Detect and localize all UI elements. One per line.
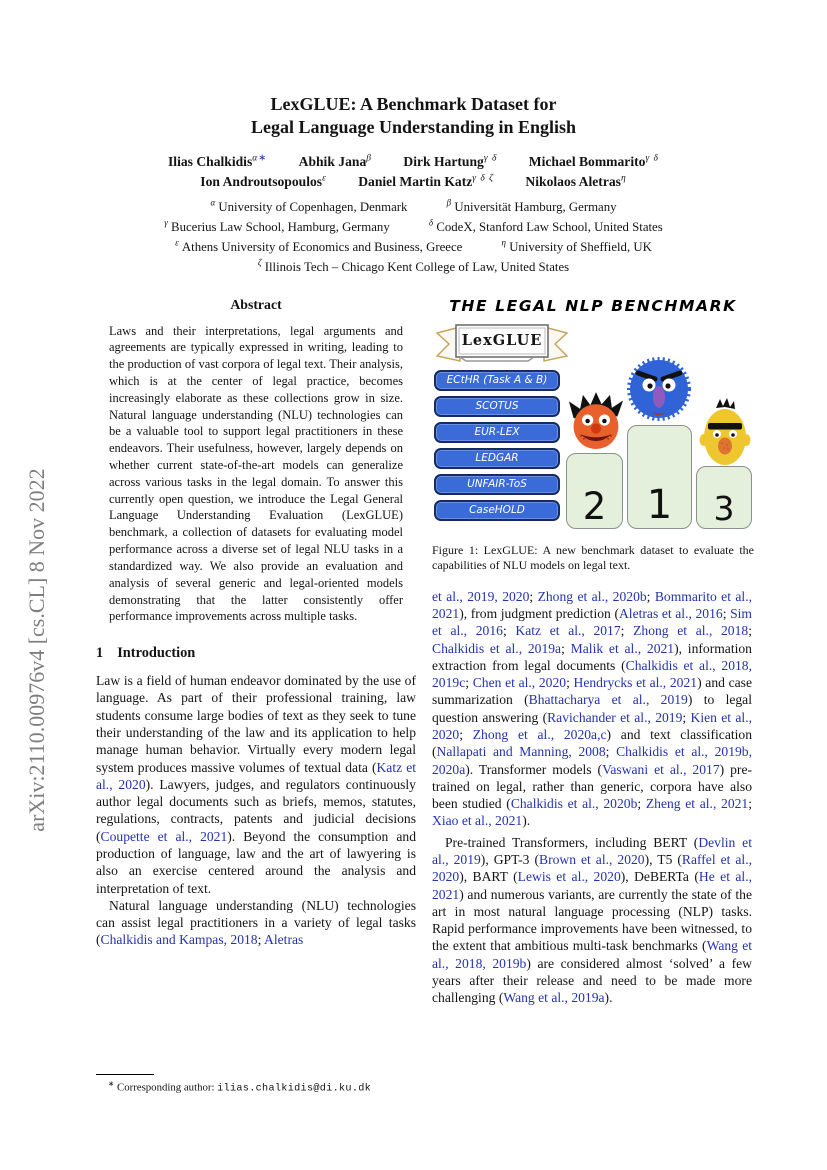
task-button-eurlex: EUR-LEX: [434, 422, 560, 444]
body-paragraph-continuation: et al., 2019, 2020; Zhong et al., 2020b; Bommarito et al., 2021), from judgment prediction (Aletras et al., 2016; Sim et al., 2016; Katz et al., 2017; Zhong et al., 2018; Chalkidis et al., 2019a; Malik et al., 2021), information extraction from legal documents (Chalkidis et al., 2018, 2019c; Chen et al., 2020; Hendrycks et al., 2021) and case summarization (Bhattacharya et al., 2019) to legal question answering (Ravichander et al., 2019; Kien et al., 2020; Zhong et al., 2020a,c) and text classification (Nallapati and Manning, 2008; Chalkidis et al., 2019b, 2020a). Transformer models (Vaswani et al., 2017) pre-trained on legal, rather than generic, corpora have also been studied (Chalkidis et al., 2020b; Zheng et al., 2021; Xiao et al., 2021).: [432, 588, 752, 829]
citation-link[interactable]: Brown et al., 2020: [539, 851, 645, 867]
podium-first-place: 1: [627, 425, 692, 529]
citation-link[interactable]: Zhong et al., 2018: [633, 623, 749, 639]
task-button-casehold: CaseHOLD: [434, 500, 560, 522]
corresponding-author-email[interactable]: ilias.chalkidis@di.ku.dk: [217, 1083, 372, 1095]
paper-header: [0, 0, 827, 277]
author: Dirk Hartung$^{\gamma \delta}$: [403, 153, 498, 169]
task-button-ecthr: ECtHR (Task A & B): [434, 370, 560, 392]
left-column: [96, 295, 416, 1095]
citation-link[interactable]: Kien et al., 2020: [432, 709, 752, 742]
citation-link[interactable]: He et al., 2021: [432, 869, 752, 902]
citation-link[interactable]: Vaswani et al., 2017: [602, 761, 720, 777]
citation-link[interactable]: Zhong et al., 2020a,c: [472, 726, 607, 742]
figure-1: [432, 295, 754, 588]
title-line-2: Legal Language Understanding in English: [250, 116, 577, 137]
footnote-rule: [96, 1074, 154, 1075]
citation-link[interactable]: Chalkidis et al., 2019b, 2020a: [432, 744, 752, 777]
orange-muppet-icon: [568, 392, 624, 455]
citation-link[interactable]: Coupette et al., 2021: [100, 828, 228, 844]
citation-link[interactable]: Chen et al., 2020: [472, 675, 567, 691]
podium-second-place: 2: [566, 453, 623, 529]
lexglue-banner-label: LexGLUE: [461, 332, 543, 350]
affiliation-row: $^\gamma$ Bucerius Law School, Hamburg, Germany $^\delta$ CodeX, Stanford Law School, United States: [164, 217, 663, 235]
citation-link[interactable]: Hendrycks et al., 2021: [573, 675, 698, 691]
author-row-2: [0, 172, 827, 193]
intro-paragraph-1: Law is a field of human endeavor dominated by the use of language. As part of their professional training, law students consume large bodies of text as they seek to tune their understanding of the law and its application to help manage human behavior. Virtually every modern legal system produces massive volumes of textual data (Katz et al., 2020). Lawyers, judges, and regulators continuously author legal documents such as briefs, memos, statutes, regulations, contracts, patents and judicial decisions (Coupette et al., 2021). Beyond the consumption and production of language, law and the art of lawyering is also an exercise centered around the analysis and interpretation of text.: [96, 673, 416, 896]
arxiv-id-text: arXiv:2110.00976v4 [cs.CL] 8 Nov 2022: [24, 468, 49, 832]
citation-link[interactable]: Xiao et al., 2021: [432, 813, 523, 829]
author: Michael Bommarito$^{\gamma \delta}$: [528, 153, 659, 169]
body-paragraph-transformers: Pre-trained Transformers, including BERT (Devlin et al., 2019), GPT-3 (Brown et al., 2020), T5 (Raffel et al., 2020), BART (Lewis et al., 2020), DeBERTa (He et al., 2021) and numerous variants, are currently the state of the art in most natural language processing (NLP) tasks. Rapid performance improvements have been witnessed, to the extent that ambitious multi-task benchmarks (Wang et al., 2018, 2019b) are considered almost ‘solved’ a few years after their release and need to be made more challenging (Wang et al., 2019a).: [432, 834, 753, 1006]
citation-link[interactable]: Devlin et al., 2019: [432, 834, 752, 867]
footnote: [96, 1074, 416, 1095]
author: Ilias Chalkidis$^{\alpha∗}$: [168, 153, 268, 169]
author-row-1: [0, 151, 827, 172]
citation-link[interactable]: Zheng et al., 2021: [645, 796, 749, 812]
podium-third-place: 3: [696, 466, 752, 529]
footnote-marker: ∗: [108, 1078, 115, 1088]
author: Abhik Jana$^\beta$: [298, 153, 372, 169]
title-line-1: LexGLUE: A Benchmark Dataset for: [270, 94, 557, 114]
yellow-muppet-icon: [699, 398, 751, 471]
citation-link[interactable]: Lewis et al., 2020: [517, 869, 621, 885]
podium: [566, 349, 754, 529]
author: Daniel Martin Katz$^{\gamma \delta \zeta}$: [358, 173, 495, 190]
page-title: [0, 93, 827, 138]
two-column-body: [96, 295, 752, 1095]
figure-graphic: [432, 323, 754, 531]
intro-paragraph-2: Natural language understanding (NLU) technologies can assist legal practitioners in a variety of legal tasks (Chalkidis and Kampas, 2018; Aletras: [96, 897, 416, 948]
affiliation-row: $^\alpha$ University of Copenhagen, Denmark $^\beta$ Universität Hamburg, Germany: [210, 197, 617, 215]
citation-link[interactable]: Bommarito et al., 2021: [432, 588, 752, 621]
blue-monster-muppet-icon: [626, 352, 692, 429]
citation-link[interactable]: Chalkidis and Kampas, 2018: [100, 932, 258, 948]
task-button-scotus: SCOTUS: [434, 396, 560, 418]
citation-link[interactable]: Sim et al., 2016: [432, 606, 752, 639]
affiliation-row: $^\zeta$ Illinois Tech – Chicago Kent College of Law, United States: [257, 257, 570, 274]
task-button-list: [434, 370, 560, 522]
affiliation-list: [0, 197, 827, 277]
right-column: [432, 295, 752, 1095]
citation-link[interactable]: Nallapati and Manning, 2008: [436, 744, 606, 760]
citation-link[interactable]: Katz et al., 2017: [515, 623, 621, 639]
author: Ion Androutsopoulos$^\varepsilon$: [200, 173, 327, 190]
figure-caption: Figure 1: LexGLUE: A new benchmark dataset to evaluate the capabilities of NLU models on legal text.: [432, 542, 754, 573]
section-heading-introduction: 1 Introduction: [96, 645, 196, 662]
figure-headline: THE LEGAL NLP BENCHMARK: [449, 296, 737, 315]
author: Nikolaos Aletras$^\eta$: [525, 173, 627, 190]
citation-link[interactable]: Aletras et al., 2016: [618, 606, 723, 621]
citation-link[interactable]: et al., 2019, 2020: [432, 588, 530, 604]
abstract-text: Laws and their interpretations, legal arguments and agreements are typically expressed in writing, leading to the production of vast corpora of legal text. Their analysis, which is at the center of legal practice, becomes increasingly elaborate as these collections grow in size. Natural language understanding (NLU) technologies can be a valuable tool to support legal practitioners in these endeavors. Their usefulness, however, largely depends on whether current state-of-the-art models can generalize across various tasks in the legal domain. To answer this currently open question, we introduce the Legal General Language Understanding Evaluation (LexGLUE) benchmark, a collection of datasets for evaluating model performance across a diverse set of legal NLU tasks in a standardized way. We also provide an evaluation and analysis of several generic and legal-oriented models demonstrating that the latter consistently offer performance improvements across multiple tasks.: [109, 323, 403, 624]
task-button-ledgar: LEDGAR: [434, 448, 560, 470]
corresponding-author-star: ∗: [258, 153, 268, 163]
citation-link[interactable]: Katz et al., 2020: [96, 759, 416, 792]
citation-link[interactable]: Raffel et al., 2020: [432, 851, 753, 885]
lexglue-ribbon-banner: [436, 323, 568, 363]
task-button-unfairtos: UNFAIR-ToS: [434, 474, 560, 496]
citation-link[interactable]: Bhattacharya et al., 2019: [528, 692, 688, 708]
citation-link[interactable]: Chalkidis et al., 2019a: [432, 640, 562, 656]
citation-link[interactable]: Ravichander et al., 2019: [547, 709, 683, 725]
citation-link[interactable]: Zhong et al., 2020b: [537, 588, 647, 604]
citation-link[interactable]: Wang et al., 2018, 2019b: [432, 938, 753, 971]
citation-link[interactable]: Aletras: [264, 932, 304, 948]
citation-link[interactable]: Chalkidis et al., 2018, 2019c: [432, 657, 752, 691]
affiliation-row: $^\varepsilon$ Athens University of Economics and Business, Greece $^\eta$ University of Sheffield, UK: [175, 237, 652, 254]
citation-link[interactable]: Wang et al., 2019a: [503, 990, 605, 1006]
footnote-label: Corresponding author:: [117, 1081, 218, 1094]
citation-link[interactable]: Chalkidis et al., 2020b: [510, 796, 638, 812]
author-list: [0, 151, 827, 193]
citation-link[interactable]: Malik et al., 2021: [570, 640, 675, 656]
abstract-heading: Abstract: [230, 296, 282, 312]
